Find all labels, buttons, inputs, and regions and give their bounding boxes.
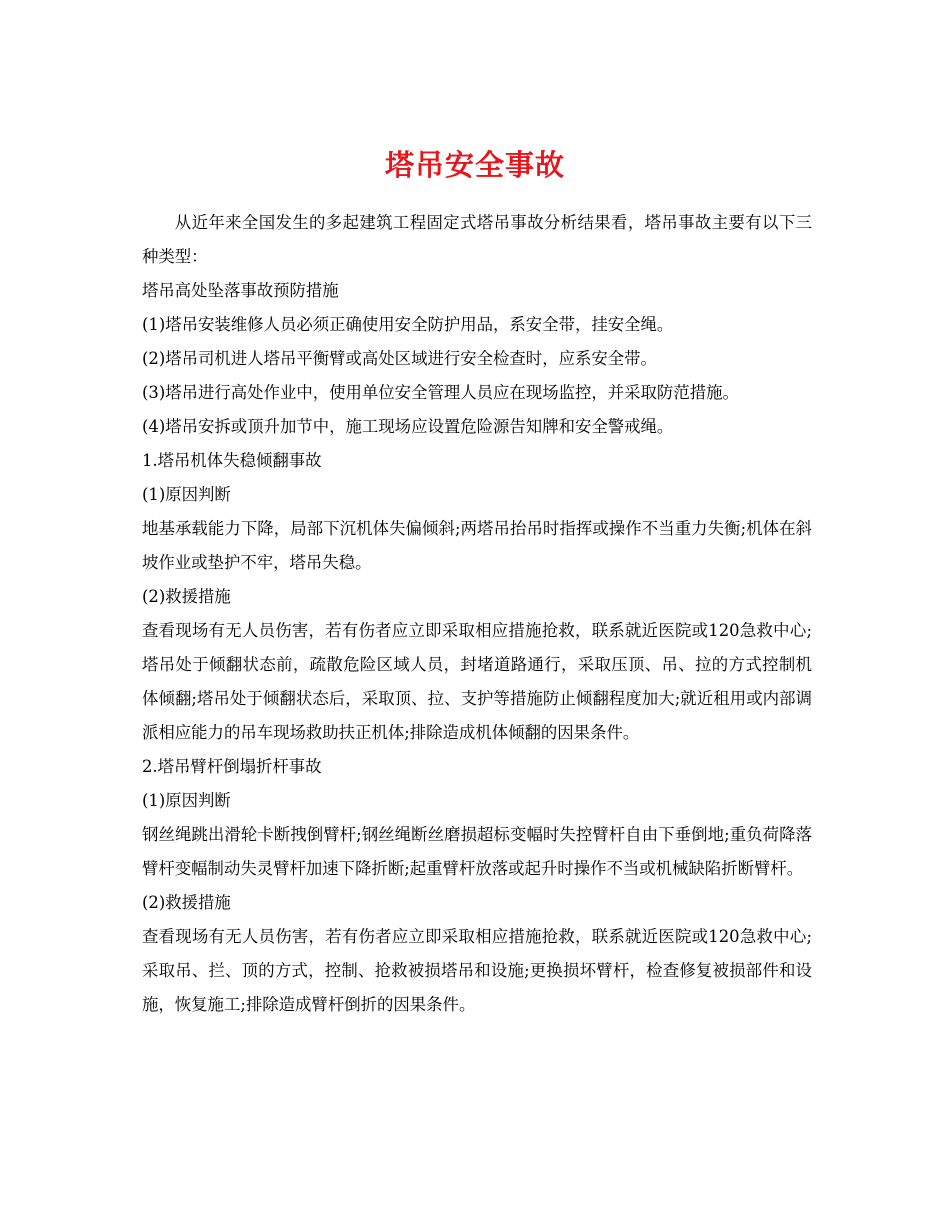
document-body (142, 206, 812, 1022)
section-heading-boom-collapse: 2.塔吊臂杆倒塌折杆事故 (142, 757, 322, 776)
section-heading-fall-prevention: 塔吊高处坠落事故预防措施 (142, 281, 339, 300)
subheading-rescue: (2)救援措施 (142, 587, 231, 606)
subheading-rescue: (2)救援措施 (142, 893, 231, 912)
body-paragraph: 地基承载能力下降，局部下沉机体失偏倾斜;两塔吊抬吊时指挥或操作不当重力失衡;机体在斜坡作业或垫护不牢，塔吊失稳。 (142, 519, 812, 572)
intro-paragraph: 从近年来全国发生的多起建筑工程固定式塔吊事故分析结果看，塔吊事故主要有以下三种类型： (142, 213, 812, 266)
body-paragraph: 查看现场有无人员伤害，若有伤者应立即采取相应措施抢救，联系就近医院或120急救中心;塔吊处于倾翻状态前，疏散危险区域人员，封堵道路通行，采取压顶、吊、拉的方式控制机体倾翻;塔吊处于倾翻状态后，采取顶、拉、支护等措施防止倾翻程度加大;就近租用或内部调派相应能力的吊车现场救助扶正机体;排除造成机体倾翻的因果条件。 (142, 621, 812, 742)
document-title: 塔吊安全事故 (384, 148, 565, 183)
list-item: (2)塔吊司机进人塔吊平衡臂或高处区域进行安全检查时，应系安全带。 (142, 349, 657, 368)
list-item: (1)塔吊安装维修人员必须正确使用安全防护用品，系安全带，挂安全绳。 (142, 315, 674, 334)
list-item: (3)塔吊进行高处作业中，使用单位安全管理人员应在现场监控，并采取防范措施。 (142, 383, 739, 402)
subheading-cause: (1)原因判断 (142, 791, 231, 810)
body-paragraph: 查看现场有无人员伤害，若有伤者应立即采取相应措施抢救，联系就近医院或120急救中心;采取吊、拦、顶的方式，控制、抢救被损塔吊和设施;更换损坏臂杆，检查修复被损部件和设施，恢复施工;排除造成臂杆倒折的因果条件。 (142, 927, 812, 1014)
subheading-cause: (1)原因判断 (142, 485, 231, 504)
list-item: (4)塔吊安拆或顶升加节中，施工现场应设置危险源告知牌和安全警戒绳。 (142, 417, 674, 436)
section-heading-overturn: 1.塔吊机体失稳倾翻事故 (142, 451, 322, 470)
body-paragraph: 钢丝绳跳出滑轮卡断拽倒臂杆;钢丝绳断丝磨损超标变幅时失控臂杆自由下垂倒地;重负荷降落臂杆变幅制动失灵臂杆加速下降折断;起重臂杆放落或起升时操作不当或机械缺陷折断臂杆。 (142, 825, 812, 878)
